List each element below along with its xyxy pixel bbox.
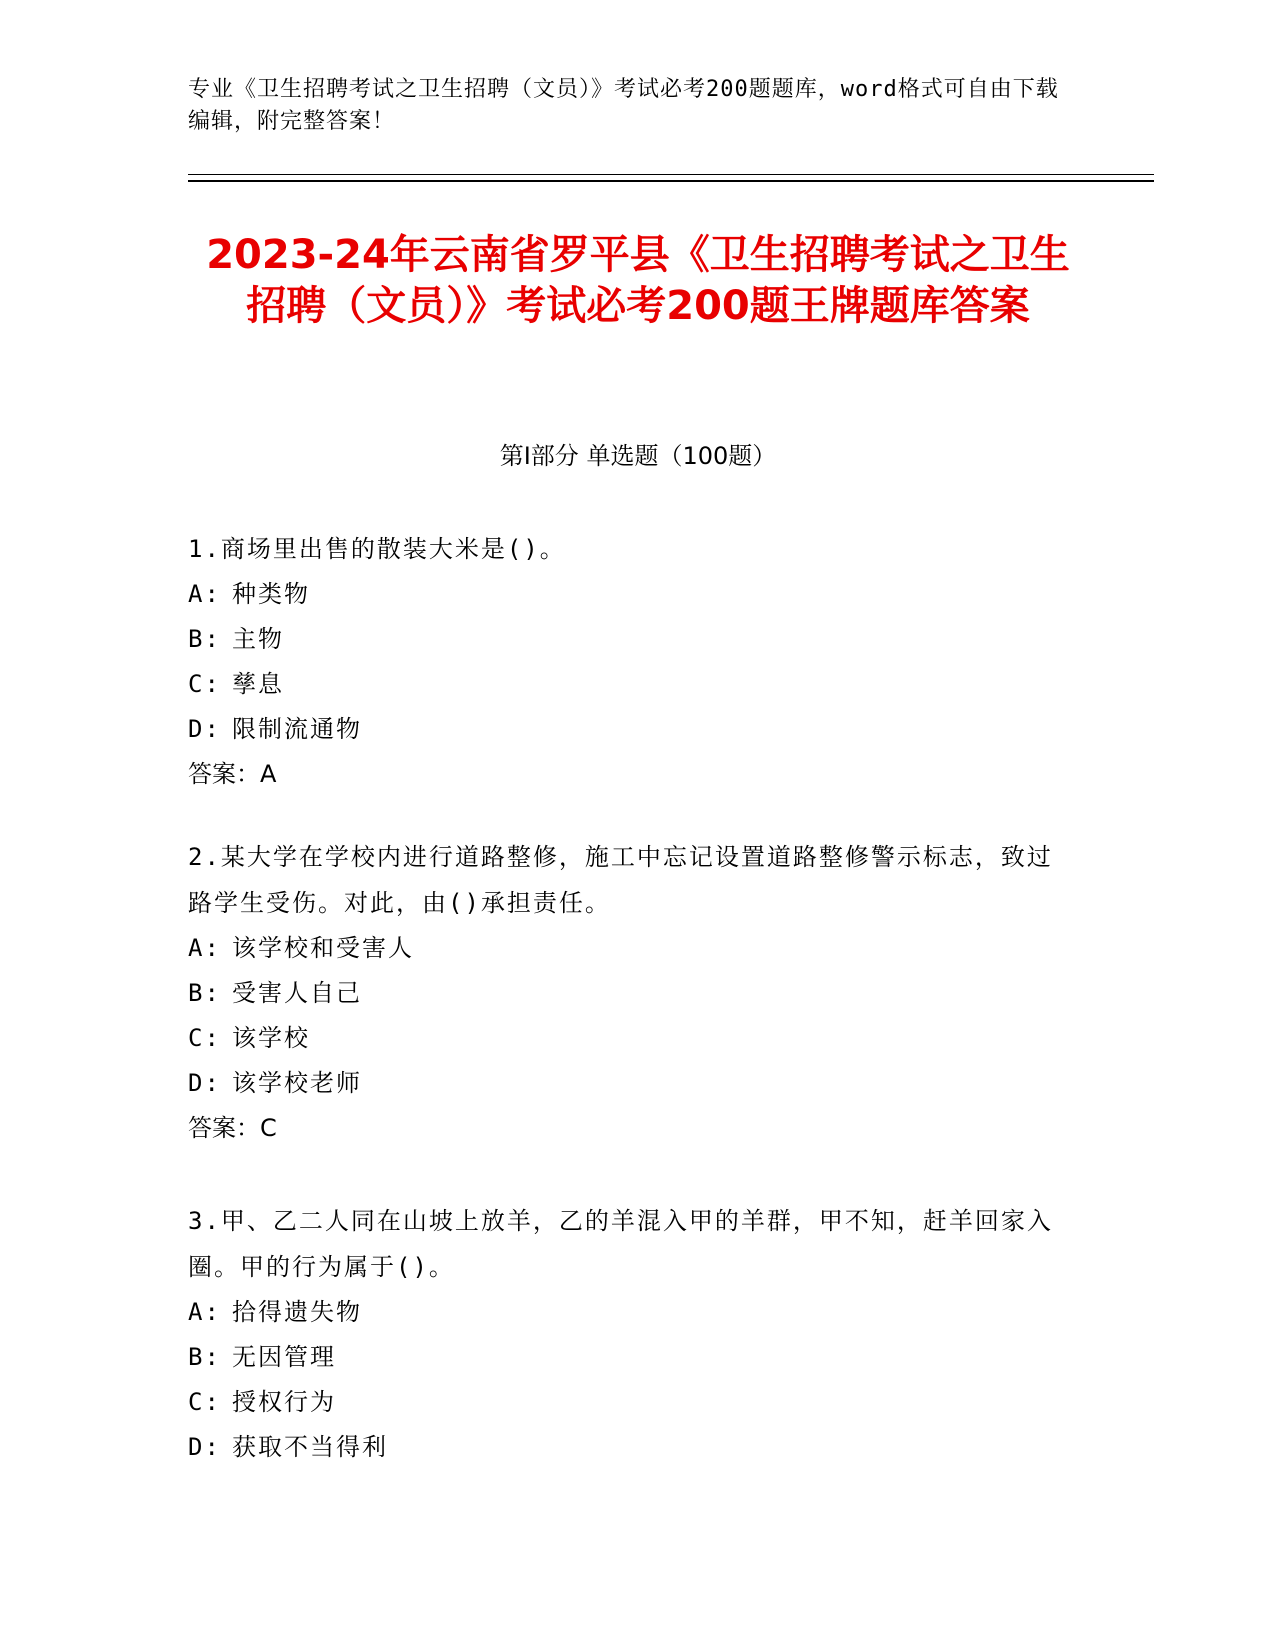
question-stem: 2.某大学在学校内进行道路整修，施工中忘记设置道路整修警示标志，致过路学生受伤。对此，由()承担责任。	[188, 843, 1053, 917]
intro-text: 专业《卫生招聘考试之卫生招聘（文员）》考试必考200题题库，word格式可自由下载编辑，附完整答案！	[188, 77, 1059, 134]
question-block	[188, 834, 1068, 1151]
option-letter: D:	[188, 1433, 221, 1461]
option-text: 该学校	[232, 1024, 310, 1052]
question-stem: 3.甲、乙二人同在山坡上放羊，乙的羊混入甲的羊群，甲不知，赶羊回家入圈。甲的行为属于()。	[188, 1207, 1053, 1281]
option-c	[188, 662, 1068, 707]
option-d	[188, 707, 1068, 752]
option-a	[188, 1290, 1068, 1335]
document-title: 2023-24年云南省罗平县《卫生招聘考试之卫生招聘（文员）》考试必考200题王牌题库答案	[206, 232, 1070, 329]
option-text: 拾得遗失物	[232, 1298, 362, 1326]
option-text: 授权行为	[232, 1388, 336, 1416]
option-b	[188, 1335, 1068, 1380]
option-letter: A:	[188, 1298, 221, 1326]
question-block	[188, 1198, 1068, 1470]
question-block	[188, 526, 1068, 797]
option-letter: B:	[188, 1343, 221, 1371]
option-text: 该学校老师	[232, 1069, 362, 1097]
option-letter: D:	[188, 715, 221, 743]
option-b	[188, 617, 1068, 662]
answer-line: 答案：C	[188, 1114, 277, 1142]
section-heading: 第Ⅰ部分 单选题（100题）	[499, 442, 777, 470]
option-letter: A:	[188, 934, 221, 962]
option-d	[188, 1061, 1068, 1106]
option-c	[188, 1380, 1068, 1425]
option-text: 该学校和受害人	[232, 934, 414, 962]
option-text: 主物	[232, 625, 284, 653]
answer-line: 答案：A	[188, 760, 277, 788]
option-text: 孳息	[232, 670, 284, 698]
option-letter: C:	[188, 670, 221, 698]
option-a	[188, 572, 1068, 617]
option-d	[188, 1425, 1068, 1470]
option-c	[188, 1016, 1068, 1061]
option-letter: B:	[188, 979, 221, 1007]
option-letter: C:	[188, 1024, 221, 1052]
option-b	[188, 971, 1068, 1016]
option-text: 获取不当得利	[232, 1433, 388, 1461]
option-letter: B:	[188, 625, 221, 653]
question-stem: 1.商场里出售的散装大米是()。	[188, 535, 566, 563]
option-letter: C:	[188, 1388, 221, 1416]
option-a	[188, 926, 1068, 971]
option-letter: A:	[188, 580, 221, 608]
option-text: 限制流通物	[232, 715, 362, 743]
option-text: 无因管理	[232, 1343, 336, 1371]
header-divider-thin	[188, 174, 1154, 175]
option-text: 种类物	[232, 580, 310, 608]
option-text: 受害人自己	[232, 979, 362, 1007]
header-divider-thick	[188, 180, 1154, 182]
option-letter: D:	[188, 1069, 221, 1097]
